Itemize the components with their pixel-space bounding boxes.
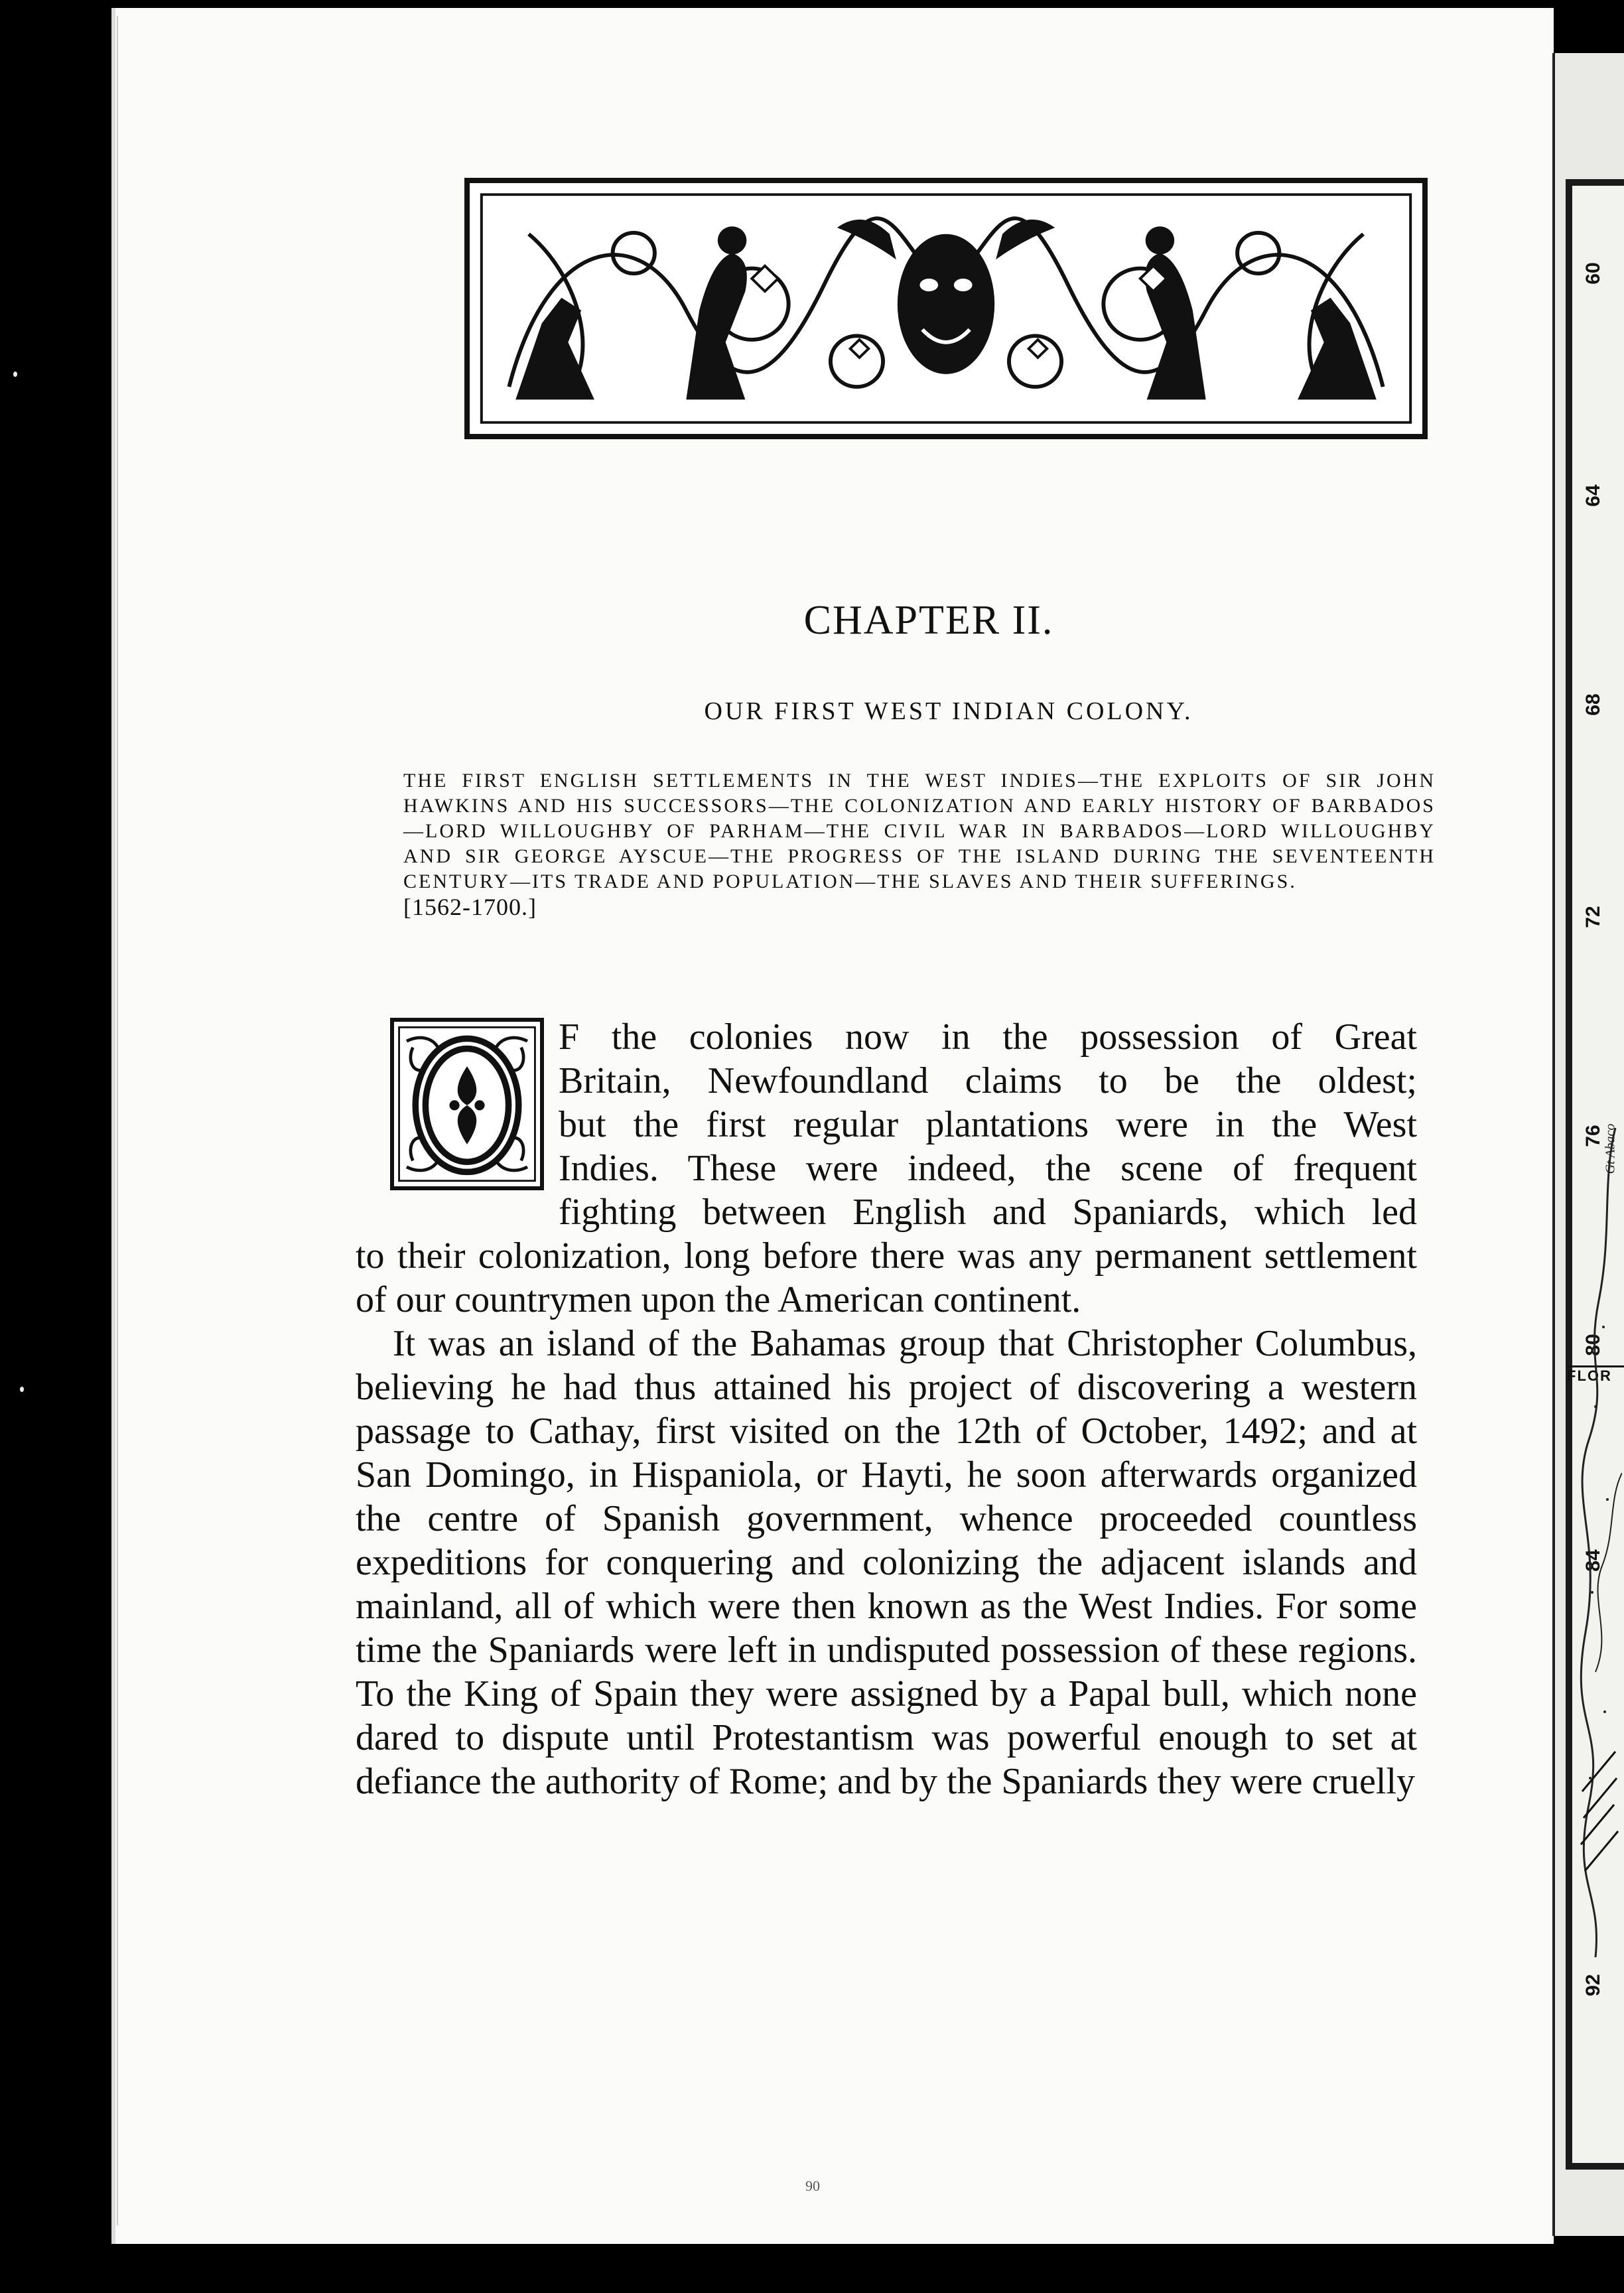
scan-speck — [13, 372, 17, 377]
synopsis-text: THE FIRST ENGLISH SETTLEMENTS IN THE WEST INDIES—THE EXPLOITS OF SIR JOHN HAWKINS AND HIS SUCCESSORS—THE COLONIZATION AND EARLY HISTORY OF BARBADOS—LORD WILLOUGHBY OF PARHAM—THE CIVIL WAR IN BARBADOS—LORD WILLOUGHBY AND SIR GEORGE AYSCUE—THE PROGRESS OF THE ISLAND DURING THE SEVENTEENTH CENTURY—ITS TRADE AND POPULATION—THE SLAVES AND THEIR SUFFERINGS. — [403, 770, 1436, 892]
scan-speck — [20, 1387, 24, 1392]
map-place-label: FLOR — [1567, 1365, 1624, 1385]
body-line: but the first regular plantations were in the West — [559, 1104, 1417, 1145]
body-text — [356, 1015, 1417, 1803]
map-latitude-label: 68 — [1582, 693, 1604, 716]
page-edge — [117, 16, 191, 2225]
body-line: F the colonies now in the possession of Great — [559, 1016, 1417, 1058]
ornamental-headpiece — [464, 178, 1428, 439]
map-latitude-label: 72 — [1582, 906, 1604, 928]
body-line: fighting between English and Spaniards, which led — [559, 1192, 1417, 1233]
body-line: Indies. These were indeed, the scene of frequent — [559, 1148, 1417, 1189]
map-coastline — [1576, 1128, 1622, 1957]
body-paragraph-2: It was an island of the Bahamas group that Christopher Columbus, believing he had thus attained his project of discovering a western passage to Cathay, first visited on the 12th of October, 1492; and at San Domingo, in Hispaniola, or Hayti, he soon afterwards organized the centre of Spanish government, whence proceeded countless expeditions for conquering and colonizing the adjacent islands and mainland, all of which were then known as the West Indies. For some time the Spaniards were left in undisputed possession of these regions. To the King of Spain they were assigned by a Papal bull, which none dared to dispute until Protestantism was powerful enough to set at defiance the authority of Rome; and by the Spaniards they were cruelly — [356, 1323, 1417, 1802]
map-latitude-label: 92 — [1582, 1974, 1604, 1996]
map-place-label: Gt Abaco — [1603, 1123, 1618, 1174]
chapter-synopsis — [403, 768, 1436, 922]
headpiece-ornament-icon — [470, 183, 1422, 434]
map-latitude-label: 80 — [1582, 1334, 1604, 1356]
chapter-title: CHAPTER II. — [803, 598, 1054, 643]
page-mark: 90 — [805, 2178, 820, 2194]
map-latitude-label: 64 — [1582, 484, 1604, 507]
chapter-subtitle: OUR FIRST WEST INDIAN COLONY. — [704, 697, 1193, 725]
map-latitude-label: 60 — [1582, 262, 1604, 285]
map-latitude-label: 76 — [1582, 1125, 1604, 1147]
chapter-dates: [1562-1700.] — [403, 894, 537, 920]
body-line: Britain, Newfoundland claims to be the oldest; — [559, 1060, 1417, 1101]
body-paragraph-1-rest: to their colonization, long before there was any permanent settlement of our countrymen upon the American continent. — [356, 1235, 1417, 1320]
map-latitude-label: 84 — [1582, 1549, 1604, 1572]
